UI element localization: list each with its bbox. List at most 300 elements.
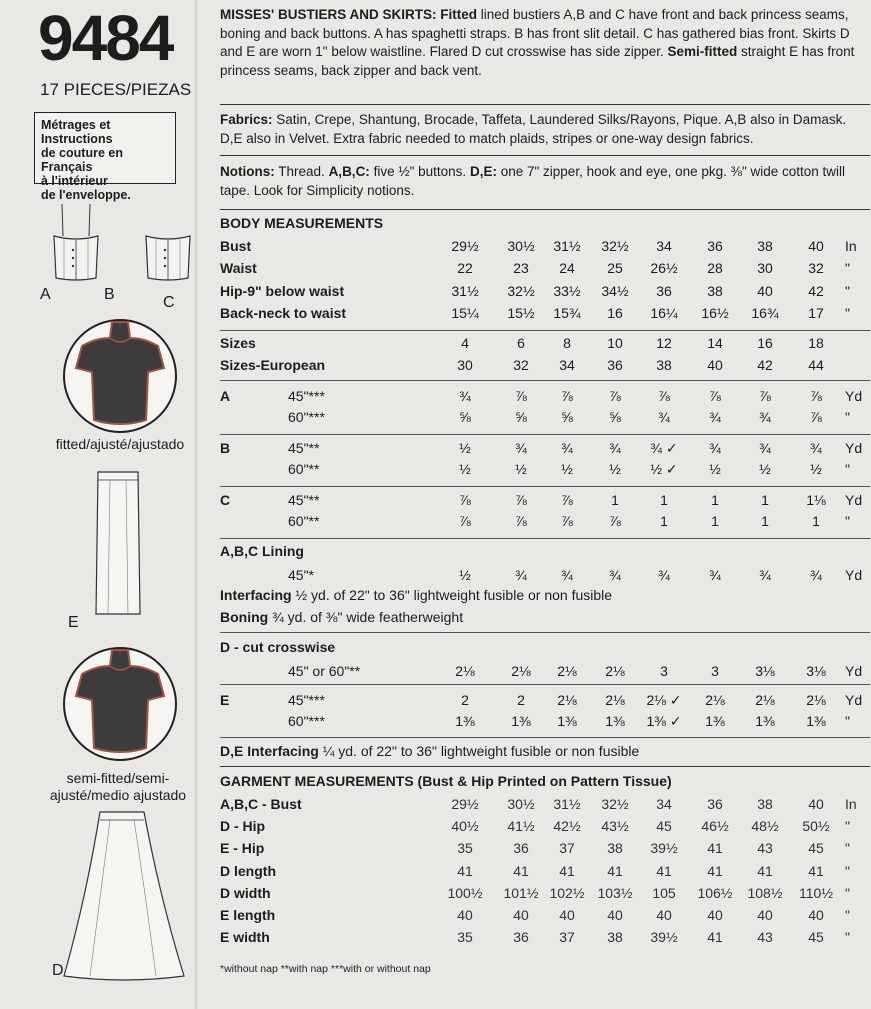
row-label: Back-neck to waist	[220, 305, 347, 321]
cell-value: 41	[707, 863, 723, 879]
cell-value: 32½	[507, 283, 535, 299]
unit-label: "	[845, 409, 850, 425]
cell-value: 18	[808, 335, 824, 351]
french-note-box	[34, 112, 176, 202]
cell-value: 23	[513, 260, 529, 276]
unit-label: Yd	[845, 388, 863, 404]
cell-value: ¾	[515, 567, 527, 583]
cell-value: 40	[757, 907, 773, 923]
cell-value: 40	[607, 907, 623, 923]
d-cut-heading: D - cut crosswise	[220, 639, 336, 655]
unit-label: Yd	[845, 440, 863, 456]
notions-text: five ½" buttons.	[373, 164, 467, 179]
cell-value: ¾	[459, 388, 471, 404]
divider	[220, 737, 870, 738]
cell-value: 41	[457, 863, 473, 879]
cell-value: 1⅜	[605, 713, 625, 729]
row-width: 60"**	[288, 513, 320, 529]
cell-value: 1⅜	[455, 713, 475, 729]
cell-value: 103½	[597, 885, 633, 901]
table-row	[220, 438, 870, 458]
semi-fitted-bodice-drawing	[60, 644, 180, 764]
pieces-count: 17 PIECES/PIEZAS	[40, 80, 192, 99]
table-row	[220, 927, 870, 947]
cell-value: ½	[459, 567, 471, 583]
cell-value: ⅝	[609, 409, 621, 425]
unit-label: In	[845, 796, 857, 812]
cell-value: 16¾	[751, 305, 779, 321]
bustier-a-drawing	[48, 200, 104, 284]
cell-value: ¾	[810, 567, 822, 583]
cell-value: ¾ ✓	[650, 440, 678, 456]
cell-value: ⅞	[609, 388, 621, 404]
fitted-text: lined bustiers A,B and C have front and back princess seams, boning and back buttons. A has spaghetti straps. B has front slit detail. C has gathered bias front. Skirts D and E are worn 1" below waistline. Flared D cut crosswise has side zipper.	[220, 7, 850, 59]
divider	[220, 380, 870, 381]
cell-value: 2⅛	[755, 692, 775, 708]
cell-value: 16	[757, 335, 773, 351]
cell-value: 2⅛	[455, 663, 475, 679]
cell-value: 41	[656, 863, 672, 879]
divider	[220, 330, 870, 331]
figure-label-e: E	[68, 614, 79, 631]
cell-value: ¾	[609, 440, 621, 456]
cell-value: 28	[707, 260, 723, 276]
description-title: MISSES' BUSTIERS AND SKIRTS:	[220, 7, 437, 22]
cell-value: 30½	[507, 796, 535, 812]
table-row	[220, 661, 870, 681]
unit-label: In	[845, 238, 857, 254]
cell-value: 2⅛	[557, 663, 577, 679]
cell-value: 40½	[451, 818, 479, 834]
row-label: E - Hip	[220, 840, 265, 856]
divider	[220, 632, 870, 633]
cell-value: 41	[707, 929, 723, 945]
cell-value: ⅞	[658, 388, 670, 404]
cell-value: 3	[660, 663, 668, 679]
cell-value: 1	[611, 492, 619, 508]
figure-label-c: C	[163, 294, 175, 311]
description-paragraph	[220, 6, 870, 80]
de-interfacing-text: ¼ yd. of 22" to 36" lightweight fusible or non fusible	[322, 743, 640, 759]
cell-value: ⅝	[459, 409, 471, 425]
footnote: *without nap **with nap ***with or without nap	[220, 963, 431, 975]
cell-value: ⅝	[515, 409, 527, 425]
cell-value: 38	[607, 929, 623, 945]
cell-value: 40	[656, 907, 672, 923]
cell-value: 34	[559, 357, 575, 373]
unit-label: Yd	[845, 692, 863, 708]
cell-value: 45	[808, 929, 824, 945]
cell-value: 2⅛	[705, 692, 725, 708]
table-row	[220, 459, 870, 479]
cell-value: 1	[660, 513, 668, 529]
row-width: 45"***	[288, 388, 325, 404]
cell-value: ⅞	[709, 388, 721, 404]
cell-value: ½	[561, 461, 573, 477]
left-panel	[0, 0, 212, 1009]
cell-value: 3⅛	[755, 663, 775, 679]
interfacing-lead: Interfacing	[220, 587, 292, 603]
unit-label: "	[845, 260, 850, 276]
cell-value: 38	[607, 840, 623, 856]
cell-value: 41	[707, 840, 723, 856]
cell-value: ¾	[561, 440, 573, 456]
cell-value: 38	[757, 796, 773, 812]
cell-value: 24	[559, 260, 575, 276]
caption-semi-fitted	[28, 770, 208, 804]
cell-value: ⅞	[561, 492, 573, 508]
divider	[220, 434, 870, 435]
fabrics-text: Satin, Crepe, Shantung, Brocade, Taffeta, Laundered Silks/Rayons, Pique. A,B also in Damask. D,E also in Velvet. Extra fabric needed to match plaids, stripes or one-way design fabrics.	[220, 112, 847, 146]
cell-value: 1⅜	[806, 713, 826, 729]
divider	[220, 538, 870, 539]
cell-value: ⅞	[459, 492, 471, 508]
cell-value: 41	[559, 863, 575, 879]
row-label: Waist	[220, 260, 257, 276]
cell-value: ¾	[515, 440, 527, 456]
cell-value: ¾	[709, 440, 721, 456]
cell-value: 44	[808, 357, 824, 373]
unit-label: "	[845, 863, 850, 879]
cell-value: 40	[808, 238, 824, 254]
lining-heading: A,B,C Lining	[220, 543, 304, 559]
cell-value: 40	[457, 907, 473, 923]
unit-label: "	[845, 713, 850, 729]
table-row	[220, 883, 870, 903]
cell-value: 36	[513, 840, 529, 856]
body-measurements-heading: BODY MEASUREMENTS	[220, 215, 384, 231]
cell-value: 30	[757, 260, 773, 276]
paper-crease	[195, 0, 197, 1009]
cell-value: 25	[607, 260, 623, 276]
cell-value: ⅞	[515, 388, 527, 404]
cell-value: 35	[457, 929, 473, 945]
table-row	[220, 861, 870, 881]
cell-value: 100½	[447, 885, 483, 901]
cell-value: 39½	[650, 929, 678, 945]
cell-value: ⅞	[515, 513, 527, 529]
caption-semi-line: ajusté/medio ajustado	[49, 787, 187, 803]
cell-value: 38	[707, 283, 723, 299]
cell-value: 42	[757, 357, 773, 373]
cell-value: 29½	[451, 238, 479, 254]
cell-value: 29½	[451, 796, 479, 812]
cell-value: 2⅛	[511, 663, 531, 679]
cell-value: 45	[808, 840, 824, 856]
cell-value: 30	[457, 357, 473, 373]
cell-value: 1⅜ ✓	[646, 713, 682, 729]
row-width: 45"*	[288, 567, 314, 583]
cell-value: 31½	[451, 283, 479, 299]
cell-value: 2⅛ ✓	[646, 692, 682, 708]
notions-text: Thread.	[278, 164, 325, 179]
cell-value: 10	[607, 335, 623, 351]
cell-value: ½	[459, 461, 471, 477]
table-row	[220, 333, 870, 353]
row-label: B	[220, 440, 231, 456]
cell-value: 101½	[503, 885, 539, 901]
cell-value: 34	[656, 238, 672, 254]
cell-value: 43	[757, 929, 773, 945]
cell-value: 40	[559, 907, 575, 923]
notions-paragraph	[220, 163, 870, 200]
cell-value: 2	[517, 692, 525, 708]
cell-value: 32½	[601, 796, 629, 812]
cell-value: 48½	[751, 818, 779, 834]
row-label: D length	[220, 863, 276, 879]
cell-value: 108½	[747, 885, 783, 901]
table-row	[220, 511, 870, 531]
fitted-lead: Fitted	[440, 7, 477, 22]
cell-value: ⅞	[810, 409, 822, 425]
fabrics-paragraph	[220, 111, 870, 148]
interfacing-note	[220, 587, 612, 603]
cell-value: 50½	[802, 818, 830, 834]
cell-value: 36	[513, 929, 529, 945]
table-row	[220, 490, 870, 510]
unit-label: "	[845, 461, 850, 477]
cell-value: 4	[461, 335, 469, 351]
divider	[220, 766, 870, 767]
cell-value: ⅞	[515, 492, 527, 508]
cell-value: ¾	[759, 409, 771, 425]
caption-semi-line: semi-fitted/semi-	[66, 770, 170, 786]
row-label: A,B,C - Bust	[220, 796, 302, 812]
cell-value: ¾	[609, 567, 621, 583]
notions-text: one 7" zipper, hook and eye, one pkg. ⅜" wide cotton twill tape. Look for Simplicity notions.	[220, 164, 846, 198]
french-note-line: de couture en Français	[41, 146, 123, 174]
cell-value: ½	[609, 461, 621, 477]
cell-value: 32	[808, 260, 824, 276]
cell-value: 12	[656, 335, 672, 351]
row-label: Bust	[220, 238, 252, 254]
cell-value: 42½	[553, 818, 581, 834]
cell-value: 15½	[507, 305, 535, 321]
cell-value: 2⅛	[605, 692, 625, 708]
cell-value: 40	[707, 907, 723, 923]
fitted-bodice-drawing	[60, 316, 180, 436]
table-row	[220, 303, 870, 323]
figure-label-b: B	[104, 286, 115, 303]
cell-value: 40	[757, 283, 773, 299]
cell-value: ½	[709, 461, 721, 477]
row-width: 60"**	[288, 461, 320, 477]
table-row	[220, 711, 870, 731]
cell-value: 110½	[799, 885, 833, 901]
cell-value: 34½	[601, 283, 629, 299]
skirt-d-drawing	[60, 808, 190, 984]
cell-value: 36	[707, 238, 723, 254]
cell-value: 1⅜	[705, 713, 725, 729]
cell-value: 40	[707, 357, 723, 373]
cell-value: ½ ✓	[650, 461, 678, 477]
cell-value: 16½	[701, 305, 729, 321]
cell-value: 32	[513, 357, 529, 373]
table-row	[220, 407, 870, 427]
cell-value: 1⅜	[511, 713, 531, 729]
table-row	[220, 281, 870, 301]
interfacing-text: ½ yd. of 22" to 36" lightweight fusible or non fusible	[295, 587, 613, 603]
cell-value: 15¾	[553, 305, 581, 321]
row-label: Sizes	[220, 335, 256, 351]
bustier-c-drawing	[140, 232, 196, 282]
cell-value: 33½	[553, 283, 581, 299]
table-row	[220, 565, 870, 585]
unit-label: "	[845, 907, 850, 923]
de-interfacing-note	[220, 743, 639, 759]
cell-value: ¾	[658, 409, 670, 425]
row-label: D width	[220, 885, 271, 901]
table-row	[220, 905, 870, 925]
cell-value: 15¼	[451, 305, 479, 321]
table-row	[220, 355, 870, 375]
cell-value: ½	[810, 461, 822, 477]
cell-value: 6	[517, 335, 525, 351]
unit-label: "	[845, 818, 850, 834]
cell-value: 16¼	[650, 305, 678, 321]
french-note-line: de l'enveloppe.	[41, 188, 131, 202]
cell-value: ⅞	[561, 513, 573, 529]
unit-label: "	[845, 283, 850, 299]
row-width: 45"**	[288, 440, 320, 456]
semi-text: straight E has front princess seams, back zipper and back vent.	[220, 44, 855, 78]
cell-value: 34	[656, 796, 672, 812]
cell-value: 105	[652, 885, 676, 901]
row-label: E length	[220, 907, 276, 923]
divider	[220, 104, 870, 105]
cell-value: 1⅜	[557, 713, 577, 729]
cell-value: 39½	[650, 840, 678, 856]
fabrics-lead: Fabrics:	[220, 112, 273, 127]
cell-value: ⅞	[561, 388, 573, 404]
table-row	[220, 838, 870, 858]
cell-value: 40	[513, 907, 529, 923]
row-width: 45"**	[288, 492, 320, 508]
table-row	[220, 258, 870, 278]
divider	[220, 486, 870, 487]
skirt-e-drawing	[90, 468, 146, 618]
unit-label: Yd	[845, 492, 863, 508]
table-row	[220, 794, 870, 814]
row-label: E	[220, 692, 230, 708]
cell-value: ¾	[759, 440, 771, 456]
cell-value: ¾	[810, 440, 822, 456]
row-label: C	[220, 492, 231, 508]
unit-label: Yd	[845, 663, 863, 679]
table-row	[220, 690, 870, 710]
boning-note	[220, 609, 463, 625]
boning-text: ¾ yd. of ⅜" wide featherweight	[272, 609, 464, 625]
cell-value: 1	[761, 513, 769, 529]
boning-lead: Boning	[220, 609, 269, 625]
cell-value: 37	[559, 929, 575, 945]
row-width: 45"***	[288, 692, 325, 708]
semi-lead: Semi-fitted	[667, 44, 738, 59]
figure-label-a: A	[40, 286, 51, 303]
cell-value: 41	[808, 863, 824, 879]
cell-value: 45	[656, 818, 672, 834]
cell-value: 36	[707, 796, 723, 812]
cell-value: 43½	[601, 818, 629, 834]
cell-value: ¾	[759, 567, 771, 583]
cell-value: 17	[808, 305, 824, 321]
cell-value: 30½	[507, 238, 535, 254]
unit-label: "	[845, 885, 850, 901]
row-width: 45" or 60"**	[288, 663, 361, 679]
cell-value: 8	[563, 335, 571, 351]
cell-value: 3⅛	[806, 663, 826, 679]
cell-value: 2⅛	[557, 692, 577, 708]
row-label: A	[220, 388, 231, 404]
cell-value: 1⅜	[755, 713, 775, 729]
cell-value: 38	[757, 238, 773, 254]
unit-label: "	[845, 513, 850, 529]
cell-value: 1	[812, 513, 820, 529]
cell-value: ⅞	[759, 388, 771, 404]
unit-label: "	[845, 305, 850, 321]
row-label: Hip-9" below waist	[220, 283, 345, 299]
cell-value: 31½	[553, 238, 581, 254]
cell-value: ⅞	[609, 513, 621, 529]
cell-value: 40	[808, 796, 824, 812]
cell-value: 2	[461, 692, 469, 708]
right-panel	[213, 0, 871, 1009]
cell-value: 1	[711, 492, 719, 508]
unit-label: "	[845, 840, 850, 856]
cell-value: 16	[607, 305, 623, 321]
row-label: D - Hip	[220, 818, 266, 834]
row-label: E width	[220, 929, 270, 945]
unit-label: Yd	[845, 567, 863, 583]
notions-de-lead: D,E:	[469, 164, 497, 179]
cell-value: 102½	[549, 885, 585, 901]
french-note-line: à l'intérieur	[41, 174, 108, 188]
unit-label: "	[845, 929, 850, 945]
cell-value: 2⅛	[605, 663, 625, 679]
cell-value: 38	[656, 357, 672, 373]
divider	[220, 155, 870, 156]
cell-value: 106½	[697, 885, 733, 901]
french-note-line: Métrages et Instructions	[41, 118, 113, 146]
table-row	[220, 816, 870, 836]
divider	[220, 684, 870, 685]
row-label: Sizes-European	[220, 357, 326, 373]
cell-value: 35	[457, 840, 473, 856]
cell-value: 41½	[507, 818, 535, 834]
cell-value: 32½	[601, 238, 629, 254]
cell-value: ⅝	[561, 409, 573, 425]
cell-value: ½	[459, 440, 471, 456]
figure-label-d: D	[52, 962, 64, 979]
cell-value: ⅞	[459, 513, 471, 529]
cell-value: ¾	[709, 567, 721, 583]
pattern-number: 9484	[38, 2, 173, 74]
de-interfacing-lead: D,E Interfacing	[220, 743, 319, 759]
cell-value: 43	[757, 840, 773, 856]
cell-value: 46½	[701, 818, 729, 834]
cell-value: 1	[660, 492, 668, 508]
cell-value: 40	[808, 907, 824, 923]
cell-value: 41	[607, 863, 623, 879]
notions-abc-lead: A,B,C:	[328, 164, 370, 179]
table-row	[220, 236, 870, 256]
cell-value: 36	[656, 283, 672, 299]
cell-value: 31½	[553, 796, 581, 812]
cell-value: 1⅛	[806, 492, 826, 508]
cell-value: 41	[513, 863, 529, 879]
cell-value: 37	[559, 840, 575, 856]
cell-value: 36	[607, 357, 623, 373]
